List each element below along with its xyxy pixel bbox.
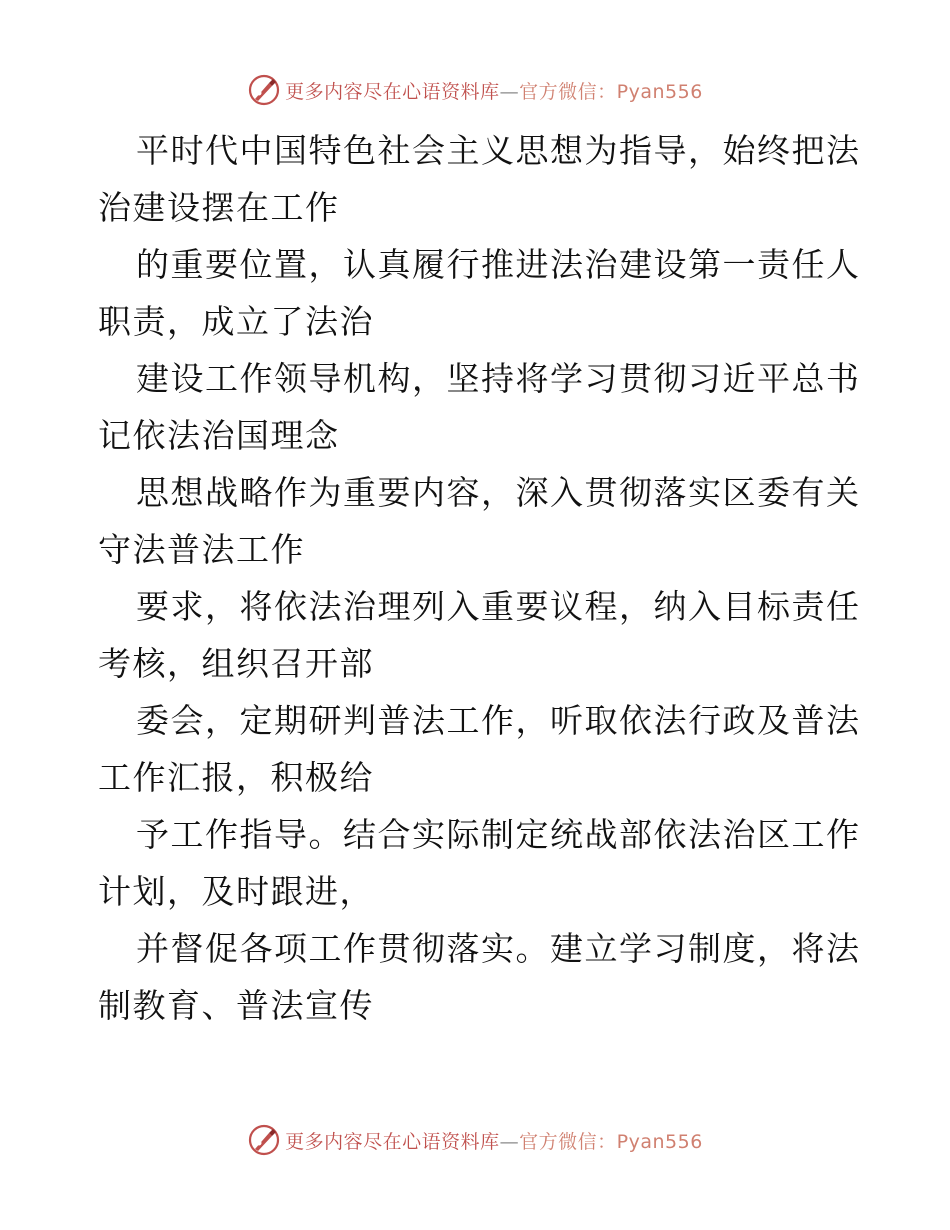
paragraph-line: 的重要位置，认真履行推进法治建设第一责任人 bbox=[136, 245, 861, 284]
paragraph-line: 平时代中国特色社会主义思想为指导，始终把法 bbox=[136, 131, 861, 170]
watermark-wechat: 官方微信：Pyan556 bbox=[519, 1130, 703, 1153]
paragraph-line: 予工作指导。结合实际制定统战部依法治区工作 bbox=[136, 815, 861, 854]
paragraph bbox=[98, 578, 861, 692]
paragraph-line: 职责，成立了法治 bbox=[98, 302, 374, 341]
paragraph-line: 考核，组织召开部 bbox=[98, 644, 374, 683]
watermark-text: 更多内容尽在心语资料库 bbox=[285, 1130, 500, 1153]
paragraph-line: 思想战略作为重要内容，深入贯彻落实区委有关 bbox=[136, 473, 861, 512]
paragraph-line: 委会，定期研判普法工作，听取依法行政及普法 bbox=[136, 701, 861, 740]
header-watermark bbox=[0, 70, 950, 110]
paragraph bbox=[98, 350, 861, 464]
paragraph bbox=[98, 692, 861, 806]
paragraph-line: 治建设摆在工作 bbox=[98, 188, 340, 227]
pen-circle-logo-icon bbox=[247, 1123, 281, 1157]
paragraph-line: 并督促各项工作贯彻落实。建立学习制度，将法 bbox=[136, 929, 861, 968]
paragraph-line: 守法普法工作 bbox=[98, 530, 305, 569]
watermark-separator: — bbox=[499, 1130, 520, 1153]
watermark-text: 更多内容尽在心语资料库 bbox=[285, 80, 500, 103]
watermark-separator: — bbox=[499, 80, 520, 103]
document-body bbox=[98, 122, 861, 1034]
paragraph bbox=[98, 464, 861, 578]
footer-watermark bbox=[0, 1120, 950, 1160]
paragraph bbox=[98, 920, 861, 1034]
paragraph-line: 记依法治国理念 bbox=[98, 416, 340, 455]
pen-circle-logo-icon bbox=[247, 73, 281, 107]
paragraph bbox=[98, 236, 861, 350]
paragraph bbox=[98, 806, 861, 920]
watermark-wechat: 官方微信：Pyan556 bbox=[519, 80, 703, 103]
paragraph-line: 计划，及时跟进， bbox=[98, 872, 374, 911]
paragraph bbox=[98, 122, 861, 236]
paragraph-line: 工作汇报，积极给 bbox=[98, 758, 374, 797]
paragraph-line: 建设工作领导机构，坚持将学习贯彻习近平总书 bbox=[136, 359, 861, 398]
paragraph-line: 制教育、普法宣传 bbox=[98, 986, 374, 1025]
paragraph-line: 要求，将依法治理列入重要议程，纳入目标责任 bbox=[136, 587, 861, 626]
